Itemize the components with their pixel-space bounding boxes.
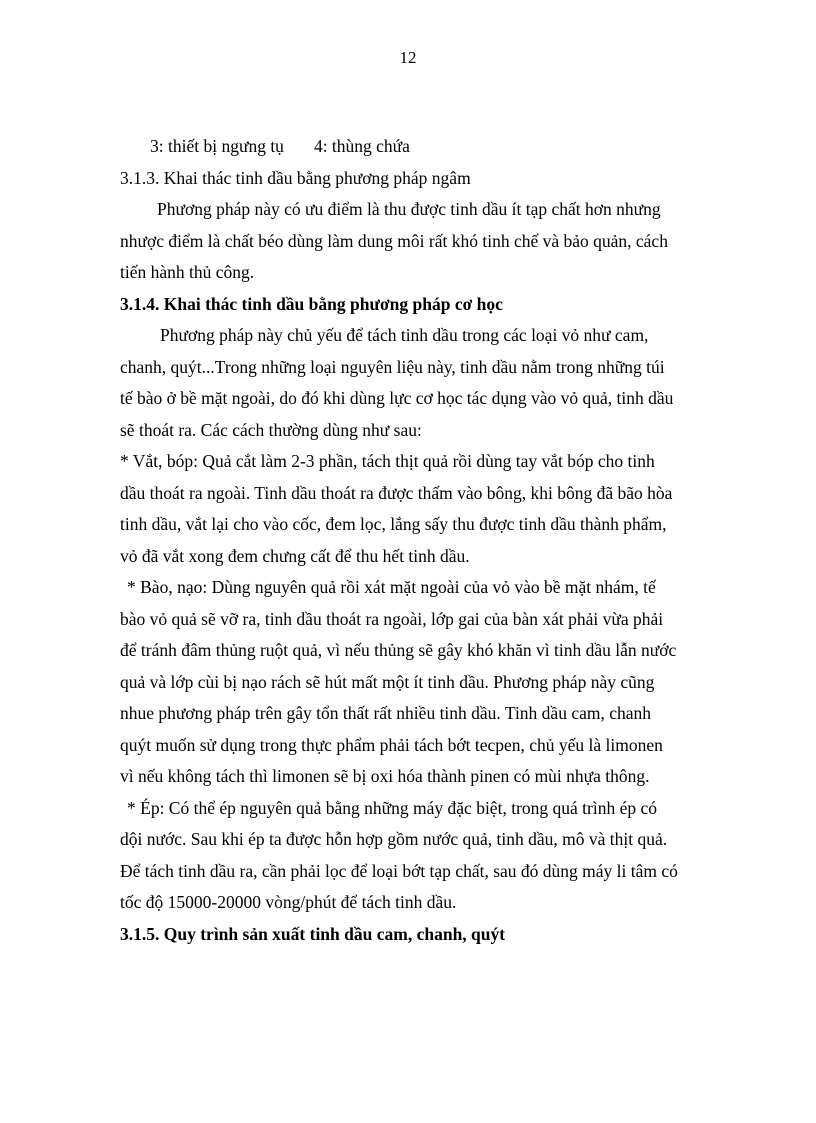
paragraph-line: nhue phương pháp trên gây tổn thất rất nhiều tinh dầu. Tinh dầu cam, chanh — [120, 703, 651, 723]
figure-legend — [120, 131, 730, 163]
method-vat-bop: * Vắt, bóp: Quả cắt làm 2-3 phần, tách thịt quả rồi dùng tay vắt bóp cho tinh — [120, 451, 655, 471]
paragraph-line: bào vỏ quả sẽ vỡ ra, tinh dầu thoát ra ngoài, lớp gai của bàn xát phải vừa phải — [120, 608, 664, 629]
method-ep: * Ép: Có thể ép nguyên quả bằng những máy đặc biệt, trong quá trình ép có — [127, 797, 657, 818]
page-content — [120, 131, 730, 950]
paragraph-line: dội nước. Sau khi ép ta được hỗn hợp gồm nước quả, tinh dầu, mô và thịt quả. — [120, 829, 668, 849]
paragraph-line: tế bào ở bề mặt ngoài, do đó khi dùng lực cơ học tác dụng vào vỏ quả, tinh dầu — [120, 388, 674, 408]
paragraph-line: tiến hành thủ công. — [120, 262, 255, 282]
paragraph-line: vì nếu không tách thì limonen sẽ bị oxi hóa thành pinen có mùi nhựa thông. — [120, 766, 650, 786]
method-bao-nao: * Bào, nạo: Dùng nguyên quả rồi xát mặt ngoài của vỏ vào bề mặt nhám, tế — [127, 577, 656, 597]
paragraph-line: tốc độ 15000-20000 vòng/phút để tách tinh dầu. — [120, 892, 457, 912]
section-heading-3-1-3: 3.1.3. Khai thác tinh dầu bằng phương pháp ngâm — [120, 167, 471, 188]
paragraph-line: Phương pháp này chủ yếu để tách tinh dầu trong các loại vỏ như cam, — [160, 325, 649, 345]
paragraph-line: dầu thoát ra ngoài. Tinh dầu thoát ra được thấm vào bông, khi bông đã bão hòa — [120, 482, 673, 503]
section-heading-3-1-5: 3.1.5. Quy trình sản xuất tinh dầu cam, chanh, quýt — [120, 923, 506, 944]
paragraph-line: để tránh đâm thủng ruột quả, vì nếu thủng sẽ gây khó khăn vì tinh dầu lẫn nước — [120, 640, 677, 660]
paragraph-line: chanh, quýt...Trong những loại nguyên liệu này, tinh dầu nằm trong những túi — [120, 356, 665, 377]
paragraph-line: tinh dầu, vắt lại cho vào cốc, đem lọc, lắng sấy thu được tinh dầu thành phẩm, — [120, 514, 667, 534]
paragraph-line: Để tách tinh dầu ra, cần phải lọc để loại bớt tạp chất, sau đó dùng máy li tâm có — [120, 860, 678, 881]
legend-item-condenser: 3: thiết bị ngưng tụ — [150, 136, 284, 156]
legend-item-container: 4: thùng chứa — [313, 136, 410, 156]
paragraph-line: sẽ thoát ra. Các cách thường dùng như sau: — [120, 419, 422, 440]
paragraph-line: vỏ đã vắt xong đem chưng cất để thu hết tinh dầu. — [120, 545, 470, 566]
paragraph-line: Phương pháp này có ưu điểm là thu được tinh dầu ít tạp chất hơn nhưng — [157, 199, 661, 219]
paragraph-line: quả và lớp cùi bị nạo rách sẽ hút mất một ít tinh dầu. Phương pháp này cũng — [120, 671, 655, 692]
paragraph-line: quýt muốn sử dụng trong thực phẩm phải tách bớt tecpen, chủ yếu là limonen — [120, 734, 663, 755]
section-heading-3-1-4: 3.1.4. Khai thác tinh dầu bằng phương pháp cơ học — [120, 293, 503, 314]
page-number: 12 — [399, 48, 417, 67]
paragraph-line: nhược điểm là chất béo dùng làm dung môi rất khó tinh chế và bảo quản, cách — [120, 230, 668, 251]
